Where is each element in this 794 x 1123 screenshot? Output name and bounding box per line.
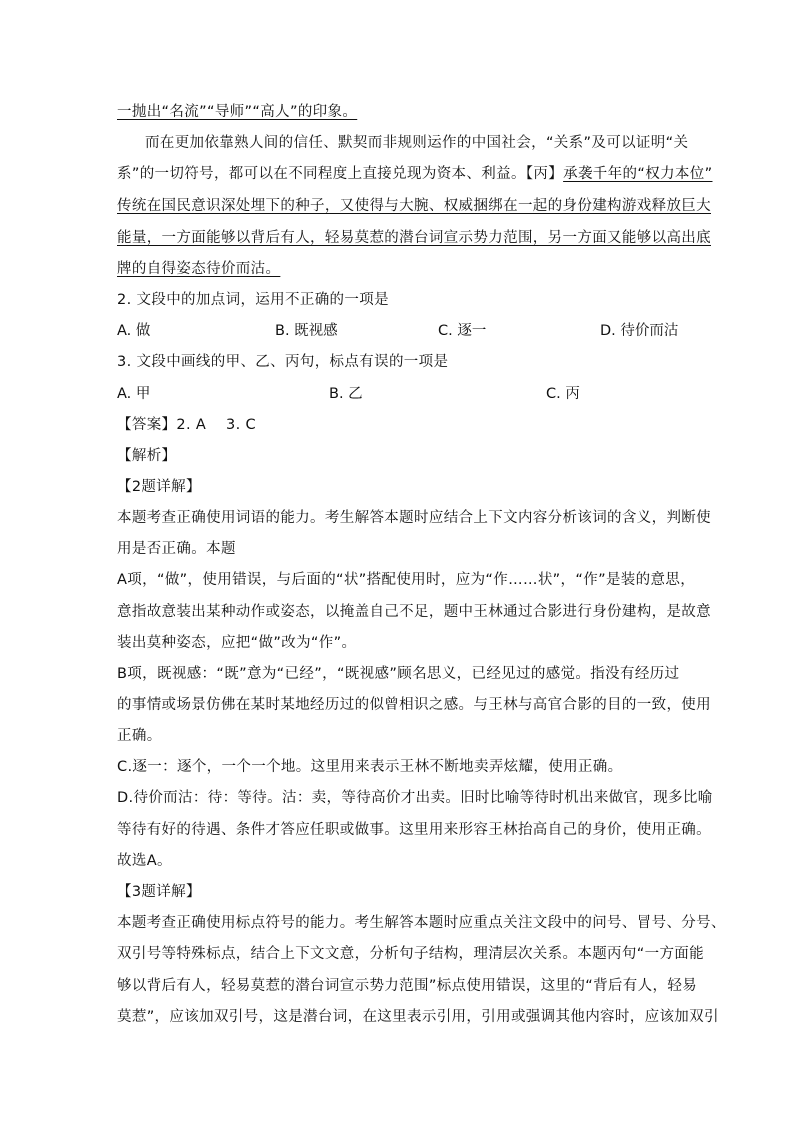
q3-detail-heading: 【3题详解】	[117, 884, 201, 900]
explanation-line: C.逐一：逐个，一个一个地。这里用来表示王林不断地卖弄炫耀，使用正确。	[117, 759, 623, 775]
analysis-heading: 【解析】	[117, 448, 177, 464]
paragraph-line: 而在更加依靠熟人间的信任、默契而非规则运作的中国社会，“关系”及可以证明“关	[145, 135, 689, 151]
explanation-line: 用是否正确。本题	[117, 541, 236, 557]
explanation-line: 够以背后有人，轻易莫惹的潜台词宣示势力范围”标点使用错误，这里的“背后有人，轻易	[117, 978, 698, 994]
explanation-line: 装出莫种姿态，应把“做”改为“作”。	[117, 635, 357, 651]
explanation-line: A项，“做”，使用错误，与后面的“状”搭配使用时，应为“作……状”，“作”是装的意思，	[117, 572, 696, 588]
question-2: 2. 文段中的加点词，运用不正确的一项是	[117, 292, 389, 308]
q2-option-a: A. 做	[117, 323, 151, 339]
q2-option-d: D. 待价而沽	[600, 323, 679, 339]
paragraph-line	[117, 164, 713, 184]
q3-option-a: A. 甲	[117, 386, 151, 402]
explanation-line: 本题考查正确使用标点符号的能力。考生解答本题时应重点关注文段中的问号、冒号、分号、	[117, 915, 726, 931]
underlined-sentence-bing: 承袭千年的“权力本位”	[563, 166, 713, 182]
question-3: 3. 文段中画线的甲、乙、丙句，标点有误的一项是	[117, 354, 449, 370]
q3-option-c: C. 丙	[546, 386, 580, 402]
paragraph-line: 牌的自得姿态待价而沽。	[117, 261, 281, 277]
q2-option-b: B. 既视感	[275, 323, 338, 339]
explanation-line: 正确。	[117, 728, 162, 744]
explanation-line: 的事情或场景仿佛在某时某地经历过的似曾相识之感。与王林与高官合影的目的一致，使用	[117, 697, 711, 713]
explanation-line: B项，既视感：“既”意为“已经”，“既视感”顾名思义，已经见过的感觉。指没有经历过	[117, 666, 680, 682]
explanation-line: 意指故意装出某种动作或姿态，以掩盖自己不足，题中王林通过合影进行身份建构，是故意	[117, 604, 711, 620]
q2-detail-heading: 【2题详解】	[117, 479, 201, 495]
paragraph-line: 传统在国民意识深处埋下的种子，又使得与大腕、权威捆绑在一起的身份建构游戏释放巨大	[117, 198, 711, 214]
paragraph-text: 系”的一切符号，都可以在不同程度上直接兑现为资本、利益。【丙】	[117, 166, 564, 182]
q2-option-c: C. 逐一	[438, 323, 487, 339]
q3-option-b: B. 乙	[329, 386, 363, 402]
explanation-line: 故选A。	[117, 853, 172, 869]
explanation-line: 本题考查正确使用词语的能力。考生解答本题时应结合上下文内容分析该词的含义，判断使	[117, 510, 711, 526]
paragraph-line: 一抛出“名流”“导师”“高人”的印象。	[117, 104, 358, 120]
answer-line: 【答案】2. A 3. C	[117, 417, 256, 433]
explanation-line: 等待有好的待遇、条件才答应任职或做事。这里用来形容王林抬高自己的身价，使用正确。	[117, 822, 711, 838]
explanation-line: 莫惹”，应该加双引号，这是潜台词，在这里表示引用，引用或强调其他内容时，应该加双引	[117, 1009, 719, 1025]
paragraph-line: 能量，一方面能够以背后有人，轻易莫惹的潜台词宣示势力范围，另一方面又能够以高出底	[117, 230, 711, 246]
explanation-line: 双引号等特殊标点，结合上下文文意，分析句子结构，理清层次关系。本题丙句“一方面能	[117, 946, 705, 962]
explanation-line: D.待价而沽：待：等待。沽：卖，等待高价才出卖。旧时比喻等待时机出来做官，现多比喻	[117, 790, 713, 806]
